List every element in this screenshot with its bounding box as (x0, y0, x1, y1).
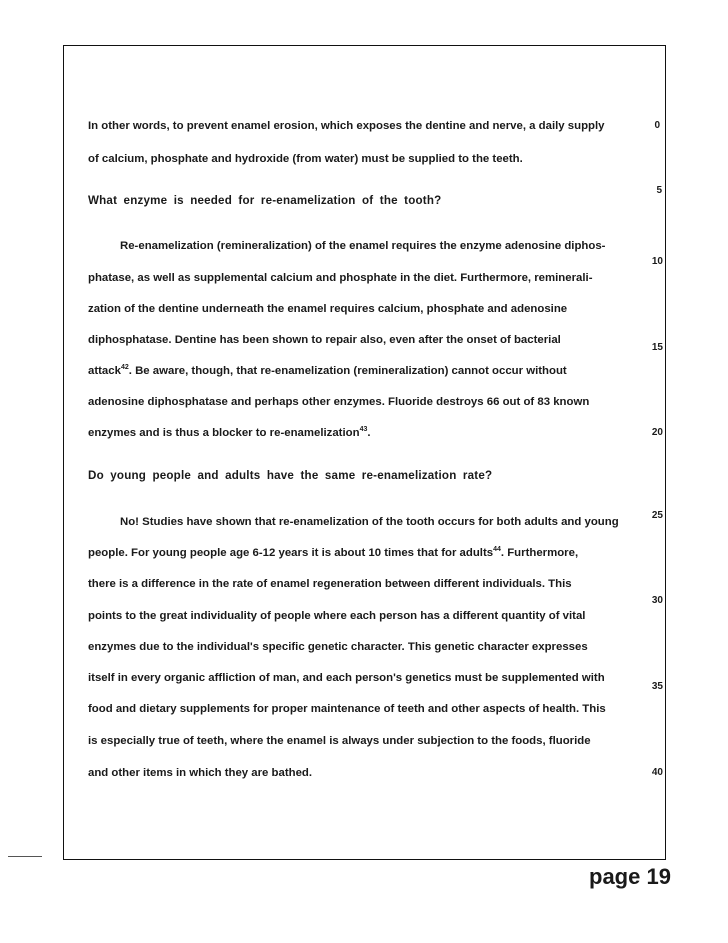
text-line: attack$^{42}$. Be aware, though, that re-enamelization (remineralization) cannot occur without (88, 364, 567, 377)
line-number: 30 (651, 595, 663, 606)
text-line: enzymes due to the individual's specific genetic character. This genetic character expresses (88, 641, 588, 653)
line-number: 10 (651, 256, 663, 267)
text-line: zation of the dentine underneath the enamel requires calcium, phosphate and adenosine (88, 303, 568, 315)
text-line: No! Studies have shown that re-enamelization of the tooth occurs for both adults and young (120, 516, 619, 528)
text-line: Re-enamelization (remineralization) of the enamel requires the enzyme adenosine diphos- (120, 240, 606, 252)
text-line: points to the great individuality of people where each person has a different quantity of vital (88, 610, 586, 622)
section-heading: What enzyme is needed for re-enamelization of the tooth? (88, 194, 442, 207)
footnote-ref: 42 (120, 364, 129, 372)
footnote-ref: 44 (493, 546, 501, 554)
page-number: page 19 (589, 864, 671, 889)
text-line: adenosine diphosphatase and perhaps other enzymes. Fluoride destroys 66 out of 83 known (88, 396, 590, 408)
line-number: 35 (651, 681, 663, 692)
line-number: 0 (654, 120, 660, 131)
text-line: diphosphatase. Dentine has been shown to repair also, even after the onset of bacterial (88, 334, 561, 346)
text-line: itself in every organic affliction of man, and each person's genetics must be supplemented with (88, 672, 605, 684)
line-number: 25 (651, 510, 663, 521)
text-line: and other items in which they are bathed. (88, 767, 313, 779)
line-number: 15 (651, 342, 663, 353)
text-line: enzymes and is thus a blocker to re-enamelization$^{43}$. (88, 426, 371, 439)
text-line: people. For young people age 6-12 years it is about 10 times that for adults$^{44}$. Furthermore, (88, 546, 579, 559)
section-heading: Do young people and adults have the same re-enamelization rate? (88, 469, 493, 482)
footnote-ref: 43 (359, 426, 368, 434)
line-number: 20 (651, 427, 663, 438)
text-line: In other words, to prevent enamel erosion, which exposes the dentine and nerve, a daily supply (88, 120, 605, 132)
line-number: 5 (656, 185, 662, 196)
text-line: there is a difference in the rate of enamel regeneration between different individuals. This (88, 578, 572, 590)
text-line: phatase, as well as supplemental calcium and phosphate in the diet. Furthermore, reminerali- (88, 272, 593, 284)
text-line: of calcium, phosphate and hydroxide (from water) must be supplied to the teeth. (88, 153, 523, 165)
text-line: is especially true of teeth, where the enamel is always under subjection to the foods, fluoride (88, 735, 591, 747)
line-number: 40 (651, 767, 663, 778)
margin-rule (8, 856, 42, 857)
text-line: food and dietary supplements for proper maintenance of teeth and other aspects of health. This (88, 703, 606, 715)
